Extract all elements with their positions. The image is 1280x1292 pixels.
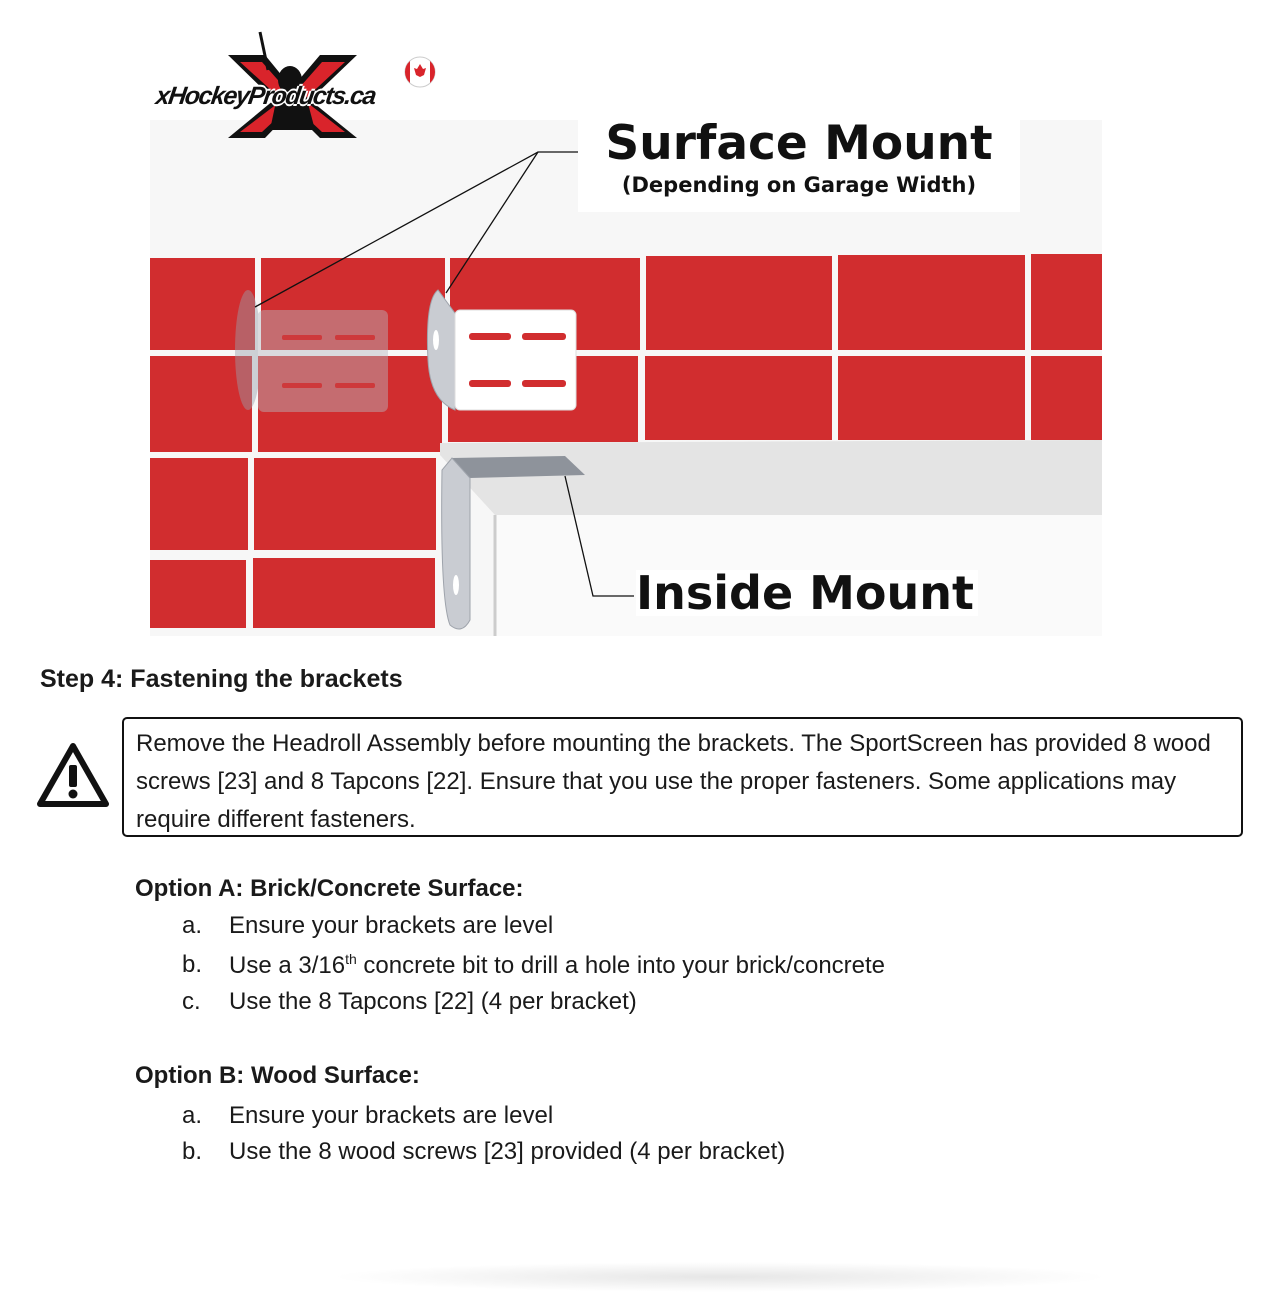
surface-mount-label	[578, 116, 1020, 212]
surface-mount-subtitle: (Depending on Garage Width)	[621, 173, 977, 197]
list-item: Ensure your brackets are level	[229, 912, 554, 939]
list-item	[229, 951, 885, 980]
warning-triangle-icon	[36, 741, 110, 809]
list-marker: a.	[182, 1102, 203, 1129]
option-b-heading: Option B: Wood Surface:	[135, 1062, 420, 1089]
warning-callout	[122, 717, 1243, 837]
list-item: Use the 8 wood screws [23] provided (4 per bracket)	[229, 1138, 786, 1165]
list-marker: b.	[182, 1138, 203, 1165]
option-a-heading: Option A: Brick/Concrete Surface:	[135, 875, 524, 902]
list-item: Ensure your brackets are level	[229, 1102, 554, 1129]
surface-mount-title: Surface Mount	[605, 116, 993, 171]
logo: xHockeyProducts.ca	[154, 82, 377, 110]
list-marker: b.	[182, 951, 203, 978]
list-marker: c.	[182, 988, 201, 1015]
superscript: th	[345, 951, 357, 967]
warning-text: Remove the Headroll Assembly before mounting the brackets. The SportScreen has provided 8 wood screws [23] and 8 Tapcons [22]. Ensure that you use the proper fasteners. Some applications may require different fasteners.	[136, 730, 1211, 833]
canada-flag-icon	[405, 57, 435, 87]
list-marker: a.	[182, 912, 203, 939]
inside-mount-title: Inside Mount	[636, 570, 978, 616]
page-shadow	[330, 1262, 1110, 1292]
list-item-text: concrete bit to drill a hole into your brick/concrete	[356, 952, 886, 979]
list-item-text: Use a 3/16	[229, 952, 346, 979]
list-item: Use the 8 Tapcons [22] (4 per bracket)	[229, 988, 637, 1015]
step-heading: Step 4: Fastening the brackets	[40, 665, 403, 693]
